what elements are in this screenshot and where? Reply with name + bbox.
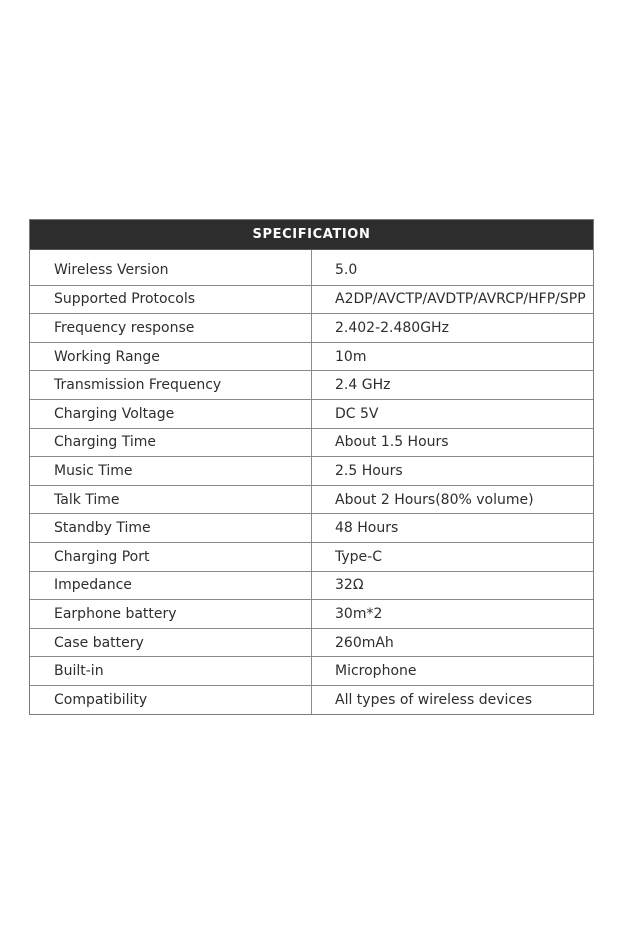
row-value: 5.0 [335, 262, 358, 279]
row-label: Charging Port [30, 543, 312, 571]
row-value: 48 Hours [335, 520, 399, 537]
row-value: 2.402-2.480GHz [335, 319, 449, 336]
table-row [30, 542, 593, 571]
row-value: 2.4 GHz [335, 377, 391, 394]
row-label: Working Range [30, 343, 312, 371]
table-row [30, 485, 593, 514]
table-row [30, 256, 593, 285]
table-rows [30, 256, 593, 714]
row-value: Microphone [335, 663, 417, 680]
row-value: 30m*2 [335, 605, 383, 622]
row-value: Type-C [335, 548, 382, 565]
table-row [30, 685, 593, 714]
row-label: Earphone battery [30, 600, 312, 628]
row-value: All types of wireless devices [335, 691, 532, 708]
row-value: About 2 Hours(80% volume) [335, 491, 534, 508]
table-row [30, 313, 593, 342]
row-label: Built-in [30, 657, 312, 685]
row-label: Compatibility [30, 686, 312, 714]
table-title: SPECIFICATION [30, 220, 593, 250]
row-label: Frequency response [30, 314, 312, 342]
table-row [30, 513, 593, 542]
row-label: Supported Protocols [30, 286, 312, 314]
row-value: 10m [335, 348, 367, 365]
row-value: DC 5V [335, 405, 379, 422]
row-label: Wireless Version [30, 256, 312, 285]
table-row [30, 628, 593, 657]
table-row [30, 456, 593, 485]
row-value: 2.5 Hours [335, 462, 403, 479]
table-row [30, 399, 593, 428]
table-row [30, 656, 593, 685]
row-label: Case battery [30, 629, 312, 657]
table-row [30, 285, 593, 314]
row-value: 260mAh [335, 634, 394, 651]
row-label: Music Time [30, 457, 312, 485]
table-row [30, 342, 593, 371]
specification-table [29, 219, 594, 715]
table-row [30, 370, 593, 399]
table-row [30, 428, 593, 457]
row-value: 32Ω [335, 577, 364, 594]
row-label: Impedance [30, 572, 312, 600]
row-label: Charging Time [30, 429, 312, 457]
row-label: Charging Voltage [30, 400, 312, 428]
row-label: Talk Time [30, 486, 312, 514]
row-value: A2DP/AVCTP/AVDTP/AVRCP/HFP/SPP [335, 291, 586, 308]
row-value: About 1.5 Hours [335, 434, 449, 451]
table-row [30, 599, 593, 628]
table-row [30, 571, 593, 600]
row-label: Transmission Frequency [30, 371, 312, 399]
row-label: Standby Time [30, 514, 312, 542]
